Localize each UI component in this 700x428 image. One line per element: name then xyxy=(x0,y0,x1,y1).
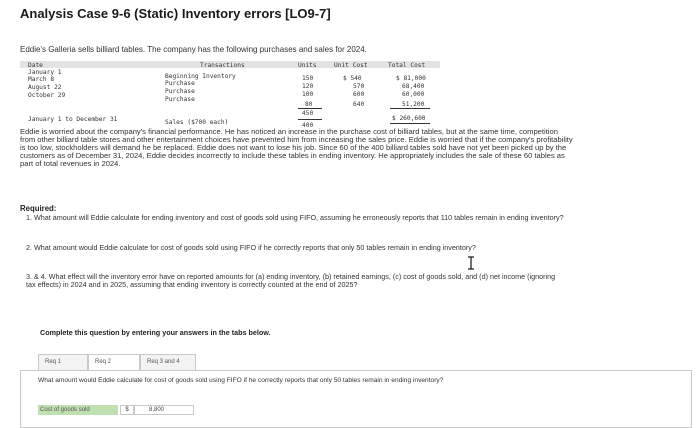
page-title: Analysis Case 9-6 (Static) Inventory errors [LO9-7] xyxy=(20,6,331,21)
intro-text: Eddie's Galleria sells billiard tables. The company has the following purchases and sales for 2024. xyxy=(20,45,367,54)
sales-date: January 1 to December 31 xyxy=(28,116,118,123)
row-transaction: Purchase xyxy=(165,96,195,103)
tab-req-3-and-4[interactable]: Req 3 and 4 xyxy=(140,354,196,370)
tab-req-1[interactable]: Req 1 xyxy=(38,354,88,370)
col-header-unit-cost: Unit Cost xyxy=(334,62,368,69)
col-header-date: Date xyxy=(28,62,43,69)
question-1: 1. What amount will Eddie calculate for ending inventory and cost of goods sold using FIFO, assuming he erroneously reports that 110 tables remain in ending inventory? xyxy=(26,213,564,222)
row-date: March 8 xyxy=(28,76,55,83)
question-3-4: 3. & 4. What effect will the inventory error have on reported amounts for (a) ending inventory, (b) retained earnings, (c) cost of goods sold, and (d) net income (ignoring tax effects) in 2024 and in 2025, assuming that ending inventory is correctly counted at the end of 2025? xyxy=(26,272,556,289)
row-unit-cost: 570 xyxy=(353,83,365,90)
row-units: 120 xyxy=(302,83,314,90)
currency-symbol: $ xyxy=(120,405,134,415)
text-cursor-icon xyxy=(465,256,477,270)
col-header-transactions: Transactions xyxy=(200,62,245,69)
row-unit-cost: 640 xyxy=(353,101,365,108)
units-sales-rule xyxy=(298,119,322,120)
cogs-input[interactable]: 8,800 xyxy=(134,405,194,415)
units-total-rule xyxy=(298,108,322,109)
tab-req-2[interactable]: Req 2 xyxy=(88,354,140,370)
row-units: 80 xyxy=(305,101,313,108)
cost-double-rule xyxy=(390,123,430,124)
panel-question: What amount would Eddie calculate for cost of goods sold using FIFO if he correctly reports that only 50 tables remain in ending inventory? xyxy=(38,377,444,384)
row-transaction: Purchase xyxy=(165,80,195,87)
sales-transaction: Sales ($700 each) xyxy=(165,119,229,126)
row-date: August 22 xyxy=(28,84,62,91)
row-total-cost: 68,400 xyxy=(402,83,425,90)
sales-units: 400 xyxy=(302,122,314,129)
row-transaction: Beginning Inventory xyxy=(165,73,236,80)
row-total-cost: 60,000 xyxy=(402,91,425,98)
cost-total-rule xyxy=(390,108,430,109)
row-total-cost: $ 81,000 xyxy=(396,75,426,82)
row-total-cost: 51,200 xyxy=(402,101,425,108)
units-total: 450 xyxy=(302,110,314,117)
col-header-total-cost: Total Cost xyxy=(388,62,426,69)
row-units: 100 xyxy=(302,91,314,98)
case-narrative: Eddie is worried about the company's financial performance. He has noticed an increase in the purchase cost of billiard tables, but at the same time, competition from other billiard table stores and other entertainment choices have prevented him from increasing the sales price. Eddie is worried that if the company's profitability is too low, stockholders will demand he be replaced. Eddie does not want to lose his job. Since 60 of the 400 billiard tables sold have not yet been picked up by the customers as of December 31, 2024, Eddie decides incorrectly to include these tables in ending inventory. He appropriately includes the sale of these 60 tables as part of total revenues in 2024. xyxy=(20,127,573,168)
row-unit-cost: $ 540 xyxy=(343,75,362,82)
row-transaction: Purchase xyxy=(165,88,195,95)
complete-instruction: Complete this question by entering your answers in the tabs below. xyxy=(40,328,271,337)
row-date: October 29 xyxy=(28,92,66,99)
required-heading: Required: xyxy=(20,204,57,213)
cost-total: $ 260,600 xyxy=(392,115,426,122)
cogs-label: Cost of goods sold xyxy=(38,405,118,415)
row-units: 150 xyxy=(302,75,314,82)
row-date: January 1 xyxy=(28,69,62,76)
col-header-units: Units xyxy=(298,62,317,69)
row-unit-cost: 600 xyxy=(353,91,365,98)
question-2: 2. What amount would Eddie calculate for cost of goods sold using FIFO if he correctly reports that only 50 tables remain in ending inventory? xyxy=(26,243,476,252)
